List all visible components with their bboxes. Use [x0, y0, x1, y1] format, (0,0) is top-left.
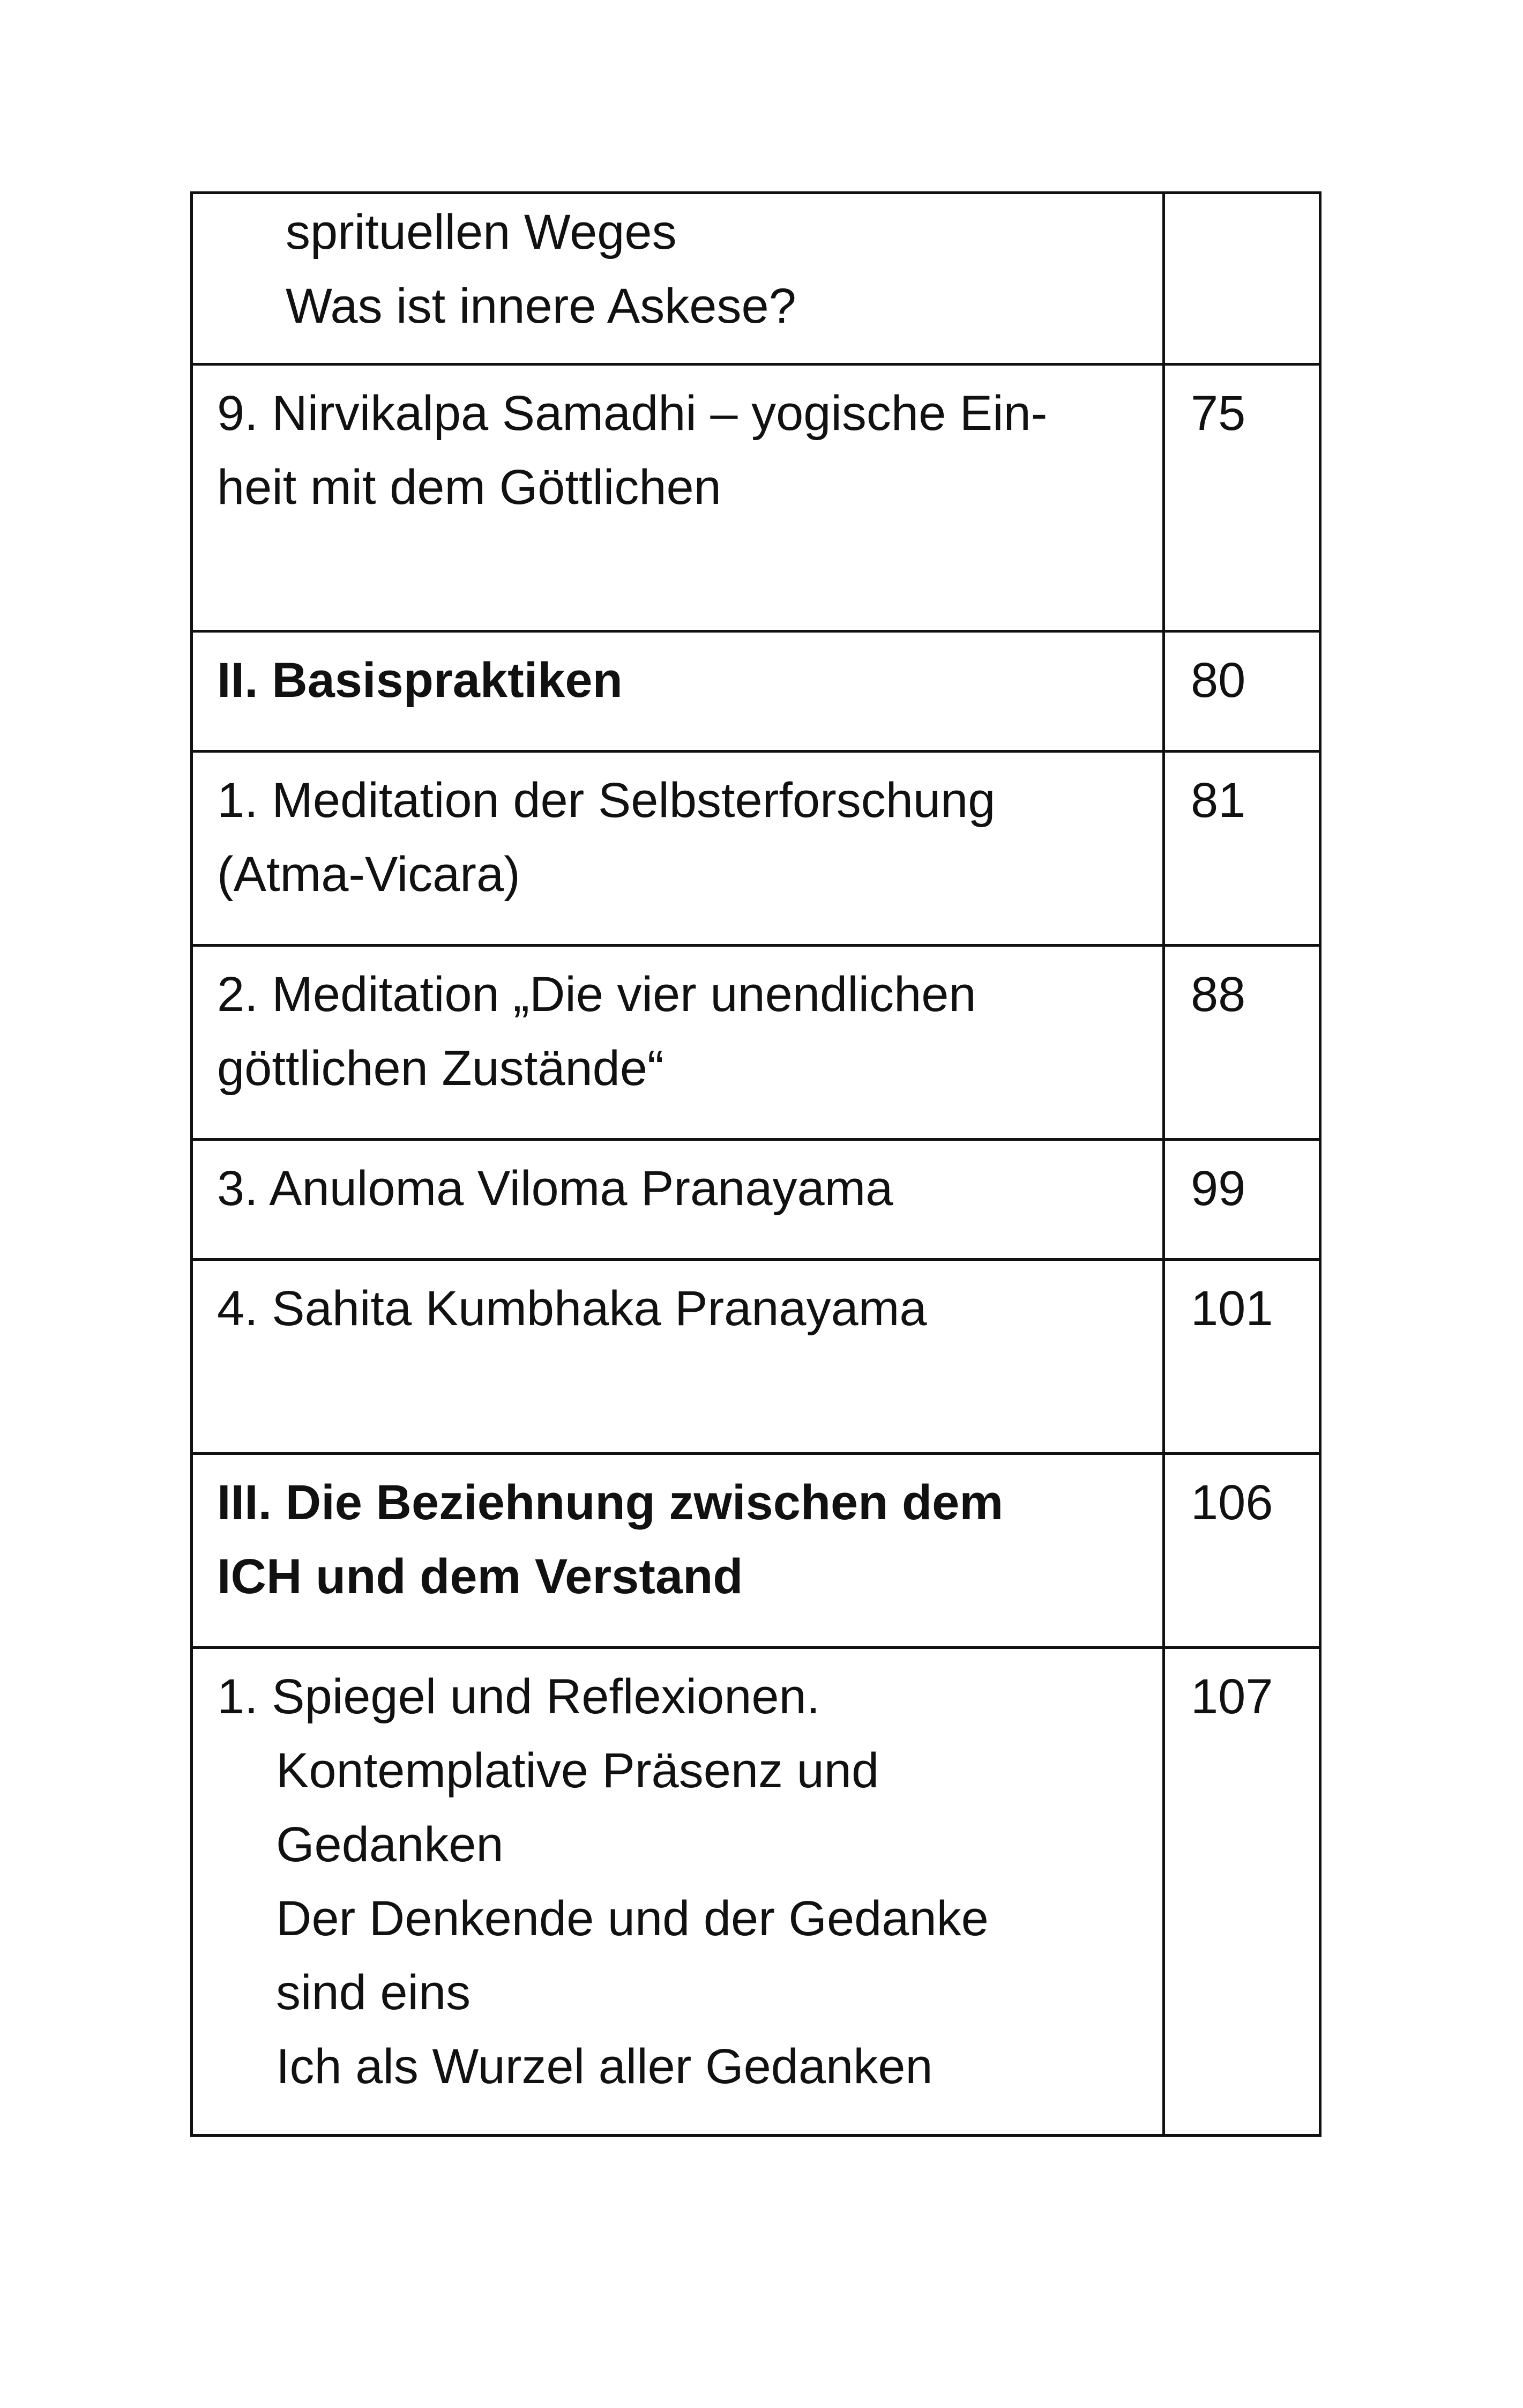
entry-title-line: sprituellen Weges	[286, 205, 677, 259]
page-number: 81	[1191, 773, 1246, 828]
entry-title-line: 1. Meditation der Selbsterforschung	[217, 773, 996, 828]
entry-title-cell	[192, 946, 1164, 1140]
entry-title-cell	[192, 365, 1164, 631]
entry-title-cell	[192, 193, 1164, 365]
page-number: 75	[1191, 386, 1246, 441]
section-heading: ICH und dem Verstand	[217, 1549, 743, 1604]
entry-title-line: 2. Meditation „Die vier unendlichen	[217, 967, 976, 1022]
page-number-cell	[1164, 631, 1320, 752]
entry-title-line: Ich als Wurzel aller Gedanken	[276, 2039, 933, 2094]
page-number-cell	[1164, 752, 1320, 946]
page-number-cell	[1164, 1648, 1320, 2136]
entry-title-line: sind eins	[276, 1965, 471, 2020]
page-number-cell	[1164, 193, 1320, 365]
entry-title-line: 3. Anuloma Viloma Pranayama	[217, 1161, 893, 1216]
entry-title-line: Was ist innere Askese?	[286, 279, 796, 333]
entry-title-line: Kontemplative Präsenz und	[276, 1743, 879, 1798]
table-row	[192, 1140, 1320, 1260]
page-number: 107	[1191, 1669, 1273, 1724]
entry-title-cell	[192, 752, 1164, 946]
entry-title-line: 4. Sahita Kumbhaka Pranayama	[217, 1281, 927, 1336]
entry-title-line: göttlichen Zustände“	[217, 1041, 664, 1096]
entry-title-line: Gedanken	[276, 1817, 504, 1872]
page-number: 106	[1191, 1475, 1273, 1530]
table-of-contents	[190, 191, 1322, 2137]
page-number-cell	[1164, 1260, 1320, 1454]
page-number: 99	[1191, 1161, 1246, 1216]
page-number: 101	[1191, 1281, 1273, 1336]
page-number: 80	[1191, 653, 1246, 708]
section-heading-cell	[192, 631, 1164, 752]
section-heading-cell	[192, 1454, 1164, 1648]
table-row	[192, 365, 1320, 631]
entry-title-cell	[192, 1648, 1164, 2136]
entry-title-line: (Atma-Vicara)	[217, 847, 520, 902]
table-row	[192, 631, 1320, 752]
page-number-cell	[1164, 365, 1320, 631]
page-number: 88	[1191, 967, 1246, 1022]
page-number-cell	[1164, 1454, 1320, 1648]
entry-title-cell	[192, 1140, 1164, 1260]
table-row	[192, 193, 1320, 365]
page-number-cell	[1164, 1140, 1320, 1260]
entry-title-line: heit mit dem Göttlichen	[217, 460, 721, 515]
section-heading: II. Basispraktiken	[217, 653, 623, 708]
entry-title-cell	[192, 1260, 1164, 1454]
entry-title-line: Der Denkende und der Gedanke	[276, 1891, 989, 1946]
entry-title-line: 9. Nirvikalpa Samadhi – yogische Ein-	[217, 386, 1048, 441]
table-row	[192, 1260, 1320, 1454]
table-row	[192, 1648, 1320, 2136]
section-heading: III. Die Beziehnung zwischen dem	[217, 1475, 1004, 1530]
table-row	[192, 1454, 1320, 1648]
entry-title-line: 1. Spiegel und Reflexionen.	[217, 1669, 820, 1724]
table-row	[192, 946, 1320, 1140]
page-number-cell	[1164, 946, 1320, 1140]
table-row	[192, 752, 1320, 946]
